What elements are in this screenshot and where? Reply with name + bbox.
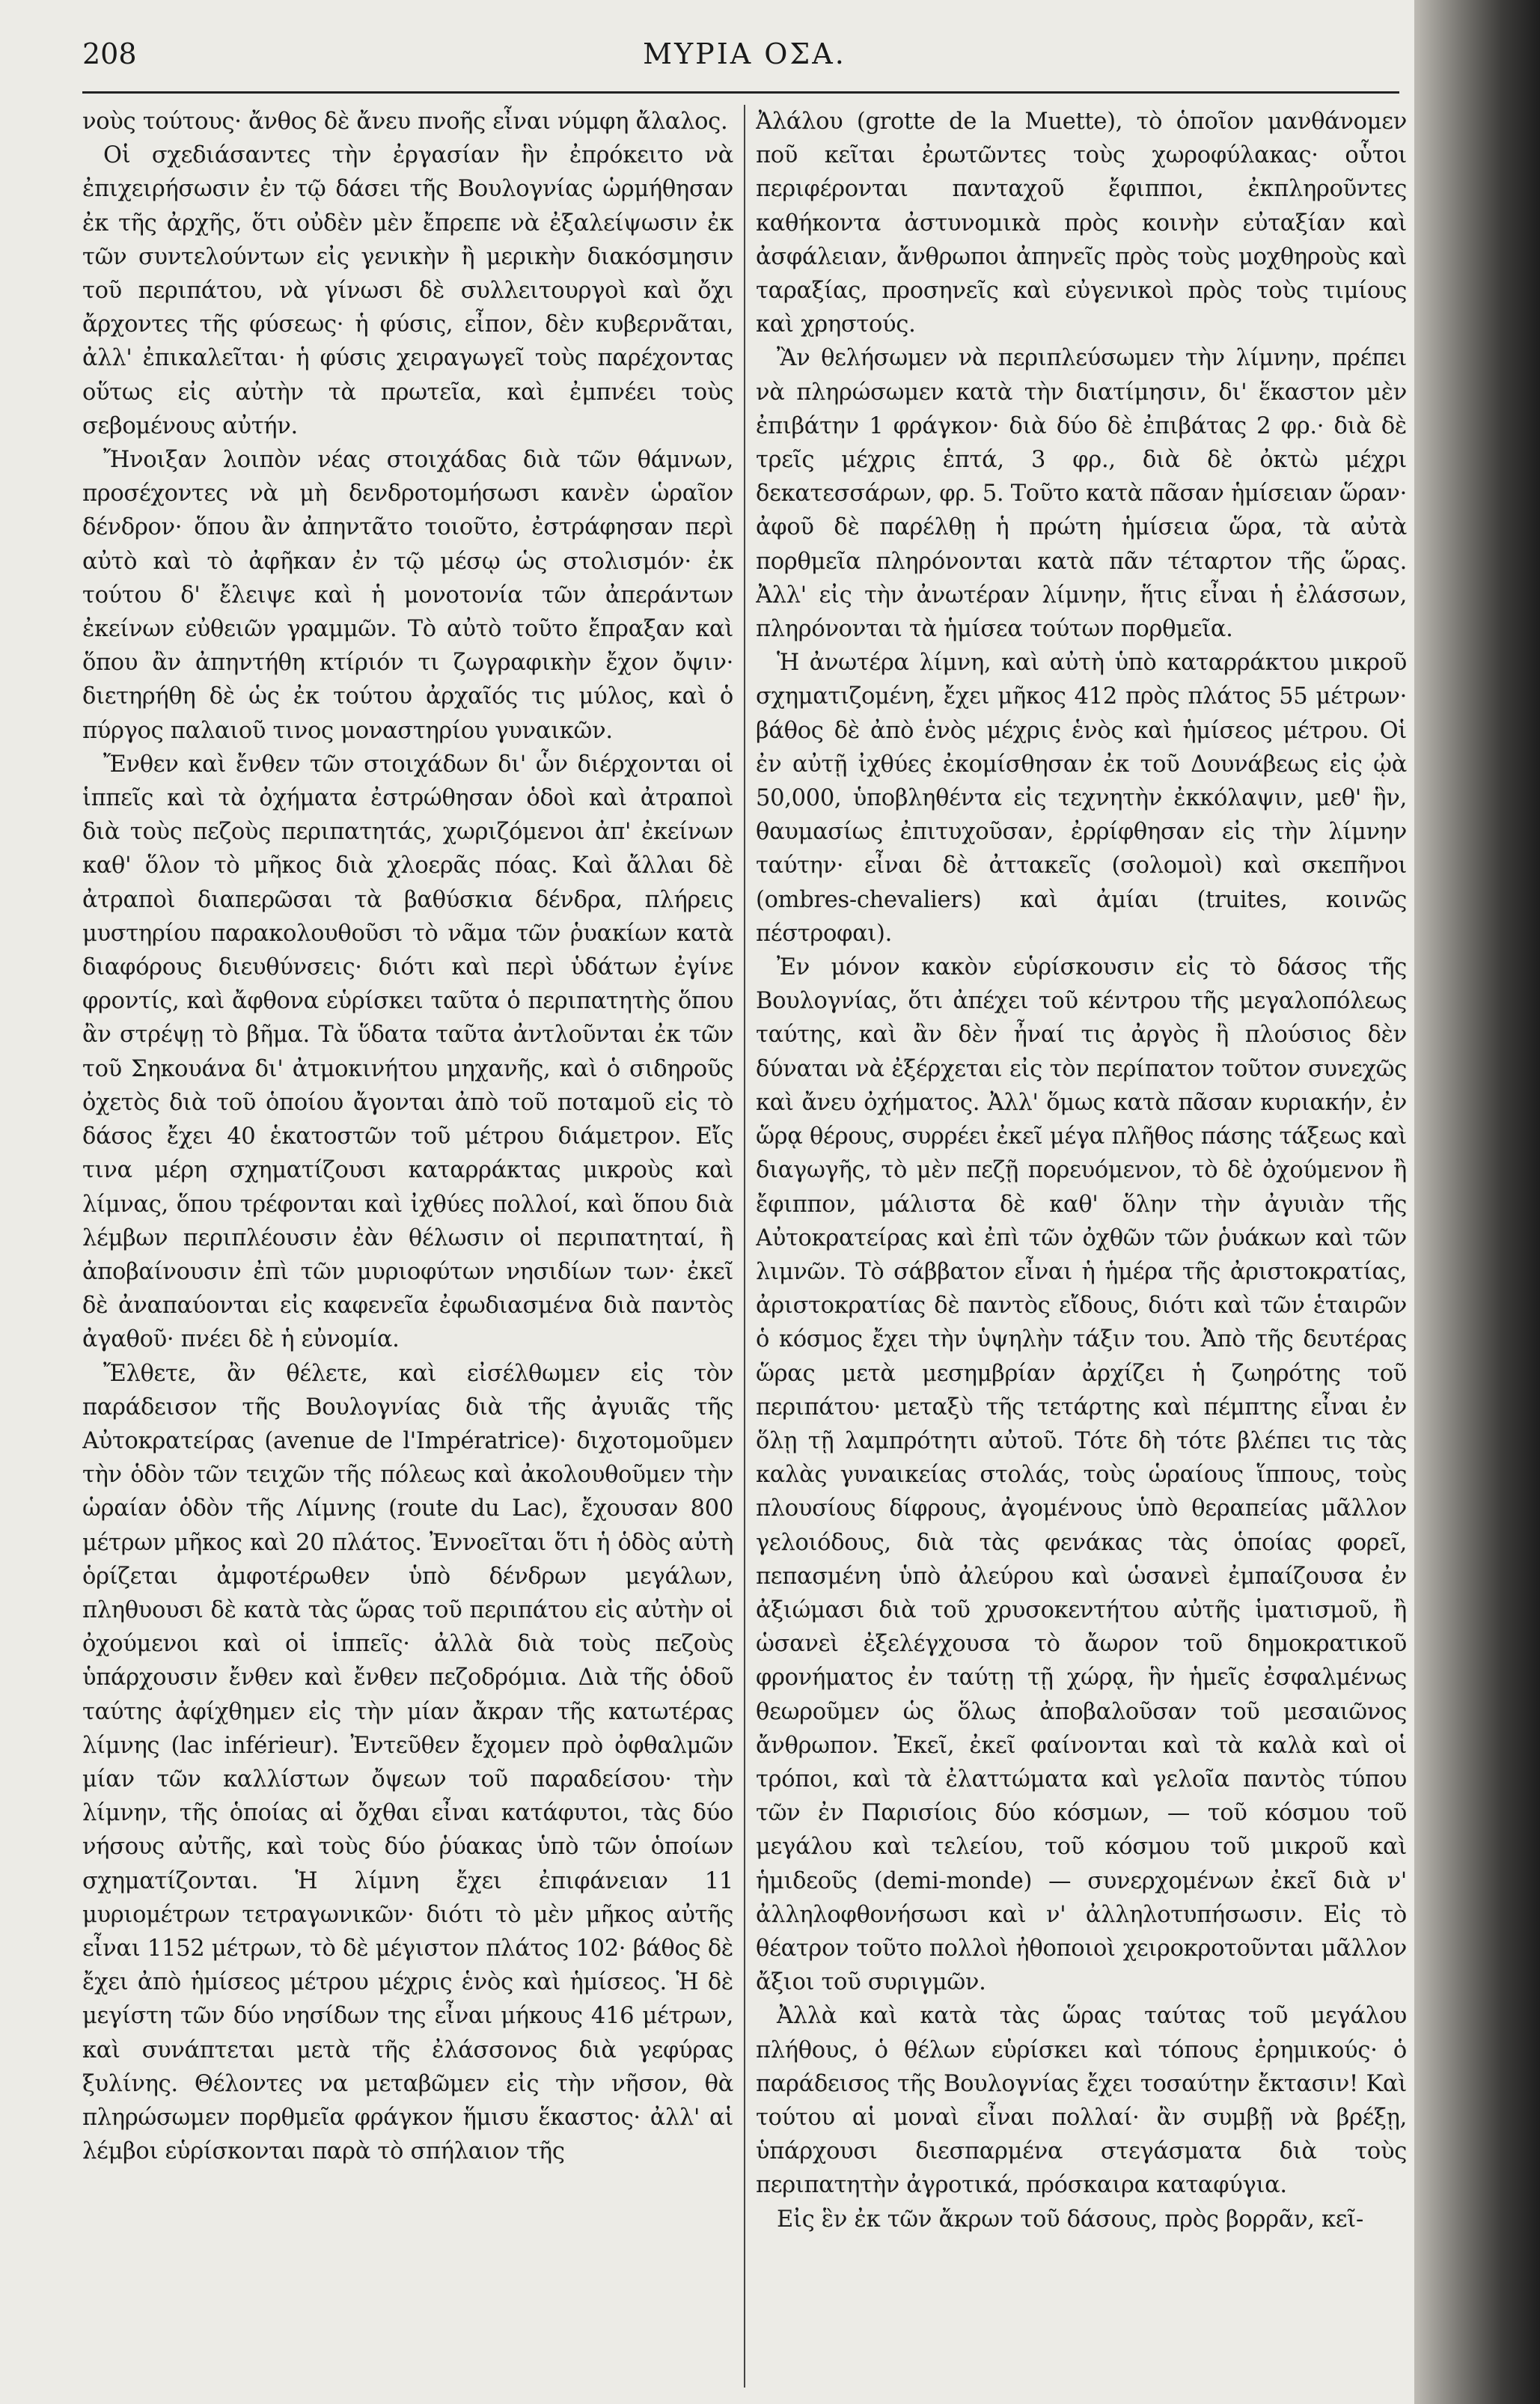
paragraph: Ἐν μόνον κακὸν εὑρίσκουσιν εἰς τὸ δάσος τῆς Βουλογνίας, ὅτι ἀπέχει τοῦ κέντρου τῆς μεγαλοπόλεως ταύτης, καὶ ἂν δὲν ἦναί τις ἀργὸς ἢ πλούσιος δὲν δύναται νὰ ἐξέρχεται εἰς τὸν περίπατον τοῦτον συνεχῶς καὶ ἄνευ ὀχήματος. Ἀλλ' ὅμως κατὰ πᾶσαν κυριακήν, ἐν ὥρᾳ θέρους, συρρέει ἐκεῖ μέγα πλῆθος πάσης τάξεως καὶ διαγωγῆς, τὸ μὲν πεζῇ πορευόμενον, τὸ δὲ ὀχούμενον ἢ ἔφιππον, μάλιστα δὲ καθ' ὅλην τὴν ἀγυιὰν τῆς Αὐτοκρατείρας καὶ ἐπὶ τῶν ὀχθῶν τῶν ῥυάκων καὶ τῶν λιμνῶν. Τὸ σάββατον εἶναι ἡ ἡμέρα τῆς ἀριστοκρατίας, ἀριστοκρατίας δὲ παντὸς εἴδους, διότι καὶ τῶν ἑταιρῶν ὁ κόσμος ἔχει τὴν ὑψηλὴν τάξιν του. Ἀπὸ τῆς δευτέρας ὥρας μετὰ μεσημβρίαν ἀρχίζει ἡ ζωηρότης τοῦ περιπάτου· μεταξὺ τῆς τετάρτης καὶ πέμπτης εἶναι ἐν ὅλῃ τῇ λαμπρότητι αὐτοῦ. Τότε δὴ τότε βλέπει τις τὰς καλὰς γυναικείας στολάς, τοὺς ὡραίους ἵππους, τοὺς πλουσίους δίφρους, ἀγομένους ὑπὸ θεραπείας μᾶλλον γελοιόδους, διὰ τὰς φενάκας τὰς ὁποίας φορεῖ, πεπασμένη ὑπὸ ἀλεύρου καὶ ὡσανεὶ ἐμπαίζουσα ἐν ἀξιώμασι διὰ τοῦ χρυσοκεντήτου αὐτῆς ἱματισμοῦ, ἢ ὡσανεὶ ἐξελέγχουσα τὸ ἄωρον τοῦ δημοκρατικοῦ φρονήματος ἐν ταύτῃ τῇ χώρᾳ, ἣν ἡμεῖς ἐσφαλμένως θεωροῦμεν ὡς ὅλως ἀποβαλοῦσαν τοῦ μεσαιῶνος ἄνθρωπον. Ἐκεῖ, ἐκεῖ φαίνονται καὶ τὰ καλὰ καὶ οἱ τρόποι, καὶ τὰ ἐλαττώματα καὶ γελοῖα παντὸς τύπου τῶν ἐν Παρισίοις δύο κόσμων, — τοῦ κόσμου τοῦ μεγάλου καὶ τελείου, τοῦ κόσμου τοῦ μικροῦ καὶ ἡμιδεοῦς (demi-monde) — συνερχομένων ἐκεῖ διὰ ν' ἀλληλοφθονήσωσι καὶ ν' ἀλληλοτυπήσωσιν. Εἰς τὸ θέατρον τοῦτο πολλοὶ ἠθοποιοὶ χειροκροτοῦνται μᾶλλον ἄξιοι τοῦ συριγμῶν. [756, 954, 1407, 1996]
paragraph: Ἂν θελήσωμεν νὰ περιπλεύσωμεν τὴν λίμνην, πρέπει νὰ πληρώσωμεν κατὰ τὴν διατίμησιν, δι' ἕκαστον μὲν ἐπιβάτην 1 φράγκον· διὰ δύο δὲ ἐπιβάτας 2 φρ.· διὰ δὲ τρεῖς μέχρις ἑπτά, 3 φρ., διὰ δὲ ὀκτὼ μέχρι δεκατεσσάρων, φρ. 5. Τοῦτο κατὰ πᾶσαν ἡμίσειαν ὥραν· ἀφοῦ δὲ παρέλθῃ ἡ πρώτη ἡμίσεια ὥρα, τὰ αὐτὰ πορθμεῖα πληρόνονται κατὰ πᾶν τέταρτον τῆς ὥρας. Ἀλλ' εἰς τὴν ἀνωτέραν λίμνην, ἥτις εἶναι ἡ ἐλάσσων, πληρόνονται τὰ ἡμίσεα τούτων πορθμεῖα. [756, 345, 1407, 643]
paragraph: Ἡ ἀνωτέρα λίμνη, καὶ αὐτὴ ὑπὸ καταρράκτου μικροῦ σχηματιζομένη, ἔχει μῆκος 412 πρὸς πλάτος 55 μέτρων· βάθος δὲ ἀπὸ ἑνὸς μέχρις ἑνὸς καὶ ἡμίσεος μέτρου. Οἱ ἐν αὐτῇ ἰχθύες ἐκομίσθησαν ἐκ τοῦ Δουνάβεως εἰς ᾠὰ 50,000, ὑποβληθέντα εἰς τεχνητὴν ἐκκόλαψιν, μεθ' ἣν, θαυμασίως ἐπιτυχοῦσαν, ἐρρίφθησαν εἰς τὴν λίμνην ταύτην· εἶναι δὲ ἀττακεῖς (σολομοὶ) καὶ σκεπῆνοι (ombres-chevaliers) καὶ ἀμίαι (truites, κοινῶς πέστροφαι). [756, 650, 1407, 947]
page-header [82, 37, 1407, 90]
column-divider [744, 105, 745, 2388]
left-column [82, 105, 733, 2380]
right-column [756, 105, 1407, 2380]
paragraph: Ἀλάλου (grotte de la Muette), τὸ ὁποῖον μανθάνομεν ποῦ κεῖται ἐρωτῶντες τοὺς χωροφύλακας· οὗτοι περιφέρονται πανταχοῦ ἔφιπποι, ἐκπληροῦντες καθήκοντα ἀστυνομικὰ πρὸς κοινὴν εὐταξίαν καὶ ἀσφάλειαν, ἄνθρωποι ἀπηνεῖς πρὸς τοὺς μοχθηροὺς καὶ ταραξίας, προσηνεῖς καὶ εὐγενικοὶ πρὸς τοὺς τιμίους καὶ χρηστούς. [756, 109, 1407, 338]
running-title: ΜΥΡΙΑ ΟΣΑ. [643, 37, 846, 70]
book-spine-shadow [1414, 0, 1540, 2404]
header-rule [82, 91, 1399, 94]
paragraph: Ἀλλὰ καὶ κατὰ τὰς ὥρας ταύτας τοῦ μεγάλου πλήθους, ὁ θέλων εὑρίσκει καὶ τόπους ἐρημικούς· ὁ παράδεισος τῆς Βουλογνίας ἔχει τοσαύτην ἔκτασιν! Καὶ τούτου αἱ μοναὶ εἶναι πολλαί· ἂν συμβῇ νὰ βρέξῃ, ὑπάρχουσι διεσπαρμένα στεγάσματα διὰ τοὺς περιπατητὴν ἀγροτικά, πρόσκαιρα καταφύγια. [756, 2003, 1407, 2199]
paragraph: Ἔλθετε, ἂν θέλετε, καὶ εἰσέλθωμεν εἰς τὸν παράδεισον τῆς Βουλογνίας διὰ τῆς ἀγυιᾶς τῆς Αὐτοκρατείρας (avenue de l'Impératrice)· διχοτομοῦμεν τὴν ὁδὸν τῶν τειχῶν τῆς πόλεως καὶ ἀκολουθοῦμεν τὴν ὡραίαν ὁδὸν τῆς Λίμνης (route du Lac), ἔχουσαν 800 μέτρων μῆκος καὶ 20 πλάτος. Ἐννοεῖται ὅτι ἡ ὁδὸς αὐτὴ ὁρίζεται ἀμφοτέρωθεν ὑπὸ δένδρων μεγάλων, πληθυουσι δὲ κατὰ τὰς ὥρας τοῦ περιπάτου εἰς αὐτὴν οἱ ὀχούμενοι καὶ οἱ ἱππεῖς· ἀλλὰ διὰ τοὺς πεζοὺς ὑπάρχουσιν ἔνθεν καὶ ἔνθεν πεζοδρόμια. Διὰ τῆς ὁδοῦ ταύτης ἀφίχθημεν εἰς τὴν μίαν ἄκραν τῆς κατωτέρας λίμνης (lac inférieur). Ἐντεῦθεν ἔχομεν πρὸ ὀφθαλμῶν μίαν τῶν καλλίστων ὄψεων τοῦ παραδείσου· τὴν λίμνην, τῆς ὁποίας αἱ ὄχθαι εἶναι κατάφυτοι, τὰς δύο νήσους αὐτῆς, καὶ τοὺς δύο ῥύακας ὑπὸ τῶν ὁποίων σχηματίζονται. Ἡ λίμνη ἔχει ἐπιφάνειαν 11 μυριομέτρων τετραγωνικῶν· διότι τὸ μὲν μῆκος αὐτῆς εἶναι 1152 μέτρων, τὸ δὲ μέγιστον πλάτος 102· βάθος δὲ ἔχει ἀπὸ ἡμίσεος μέτρου μέχρις ἑνὸς καὶ ἡμίσεος. Ἡ δὲ μεγίστη τῶν δύο νησίδων της εἶναι μήκους 416 μέτρων, καὶ συνάπτεται μετὰ τῆς ἐλάσσονος διὰ γεφύρας ξυλίνης. Θέλοντες να μεταβῶμεν εἰς τὴν νῆσον, θὰ πληρώσωμεν πορθμεῖα φράγκον ἥμισυ ἕκαστος· ἀλλ' αἱ λέμβοι εὑρίσκονται παρὰ τὸ σπήλαιον τῆς [82, 1360, 733, 2165]
paragraph: Ἔνθεν καὶ ἔνθεν τῶν στοιχάδων δι' ὧν διέρχονται οἱ ἱππεῖς καὶ τὰ ὀχήματα ἐστρώθησαν ὁδοὶ καὶ ἀτραποὶ διὰ τοὺς πεζοὺς περιπατητάς, χωριζόμενοι ἀπ' ἐκείνων καθ' ὅλον τὸ μῆκος διὰ χλοερᾶς πόας. Καὶ ἄλλαι δὲ ἀτραποὶ διαπερῶσαι τὰ βαθύσκια δένδρα, πλήρεις μυστηρίου παρακολουθοῦσι τὸ νᾶμα τῶν ῥυακίων κατὰ διαφόρους διευθύνσεις· διότι καὶ περὶ ὑδάτων ἐγίνε φροντίς, καὶ ἄφθονα εὑρίσκει ταῦτα ὁ περιπατητὴς ὅπου ἂν στρέψῃ τὸ βῆμα. Τὰ ὕδατα ταῦτα ἀντλοῦνται ἐκ τῶν τοῦ Σηκουάνα δι' ἀτμοκινήτου μηχανῆς, καὶ ὁ σιδηροῦς ὀχετὸς διὰ τοῦ ὁποίου ἄγονται ἀπὸ τοῦ ποταμοῦ εἰς τὸ δάσος ἔχει 40 ἑκατοστῶν τοῦ μέτρου διάμετρον. Εἴς τινα μέρη σχηματίζουσι καταρράκτας μικροὺς καὶ λίμνας, ὅπου τρέφονται καὶ ἰχθύες πολλοί, καὶ ὅπου διὰ λέμβων περιπλέουσιν ἐὰν θέλωσιν οἱ περιπατηταί, ἢ ἀποβαίνουσιν ἐπὶ τῶν μυριοφύτων νησιδίων των· ἐκεῖ δὲ ἀναπαύονται εἰς καφενεῖα ἐφωδιασμένα διὰ παντὸς ἀγαθοῦ· πνέει δὲ ἡ εὐνομία. [82, 751, 733, 1353]
paragraph: Οἱ σχεδιάσαντες τὴν ἐργασίαν ἣν ἐπρόκειτο νὰ ἐπιχειρήσωσιν ἐν τῷ δάσει τῆς Βουλογνίας ὡρμήθησαν ἐκ τῆς ἀρχῆς, ὅτι οὐδὲν μὲν ἔπρεπε νὰ ἐξαλείψωσιν ἐκ τῶν συντελούντων εἰς γενικὴν ἢ μερικὴν διακόσμησιν τοῦ περιπάτου, νὰ γίνωσι δὲ συλλειτουργοὶ καὶ ὄχι ἄρχοντες τῆς φύσεως· ἡ φύσις, εἶπον, δὲν κυβερνᾶται, ἀλλ' ἐπικαλεῖται· ἡ φύσις χειραγωγεῖ τοὺς παρέχοντας οὕτως εἰς αὐτὴν τὰ πρωτεῖα, καὶ ἐμπνέει τοὺς σεβομένους αὐτήν. [82, 142, 733, 439]
paragraph: Εἰς ἓν ἐκ τῶν ἄκρων τοῦ δάσους, πρὸς βορρᾶν, κεῖ- [777, 2206, 1363, 2233]
paragraph: νοὺς τούτους· ἄνθος δὲ ἄνευ πνοῆς εἶναι νύμφη ἄλαλος. [82, 109, 728, 135]
paragraph: Ἤνοιξαν λοιπὸν νέας στοιχάδας διὰ τῶν θάμνων, προσέχοντες νὰ μὴ δενδροτομήσωσι κανὲν ὡραῖον δένδρον· ὅπου ἂν ἀπηντᾶτο τοιοῦτο, ἐστράφησαν περὶ αὐτὸ καὶ τὸ ἀφῆκαν ἐν τῷ μέσῳ ὡς στολισμόν· ἐκ τούτου δ' ἔλειψε καὶ ἡ μονοτονία τῶν ἀπεράντων ἐκείνων εὐθειῶν γραμμῶν. Τὸ αὐτὸ τοῦτο ἔπραξαν καὶ ὅπου ἂν ἀπηντήθη κτίριόν τι ζωγραφικὴν ἔχον ὄψιν· διετηρήθη δὲ ὡς ἐκ τούτου ἀρχαῖός τις μύλος, καὶ ὁ πύργος παλαιοῦ τινος μοναστηρίου γυναικῶν. [82, 447, 733, 744]
page-number: 208 [82, 37, 137, 70]
